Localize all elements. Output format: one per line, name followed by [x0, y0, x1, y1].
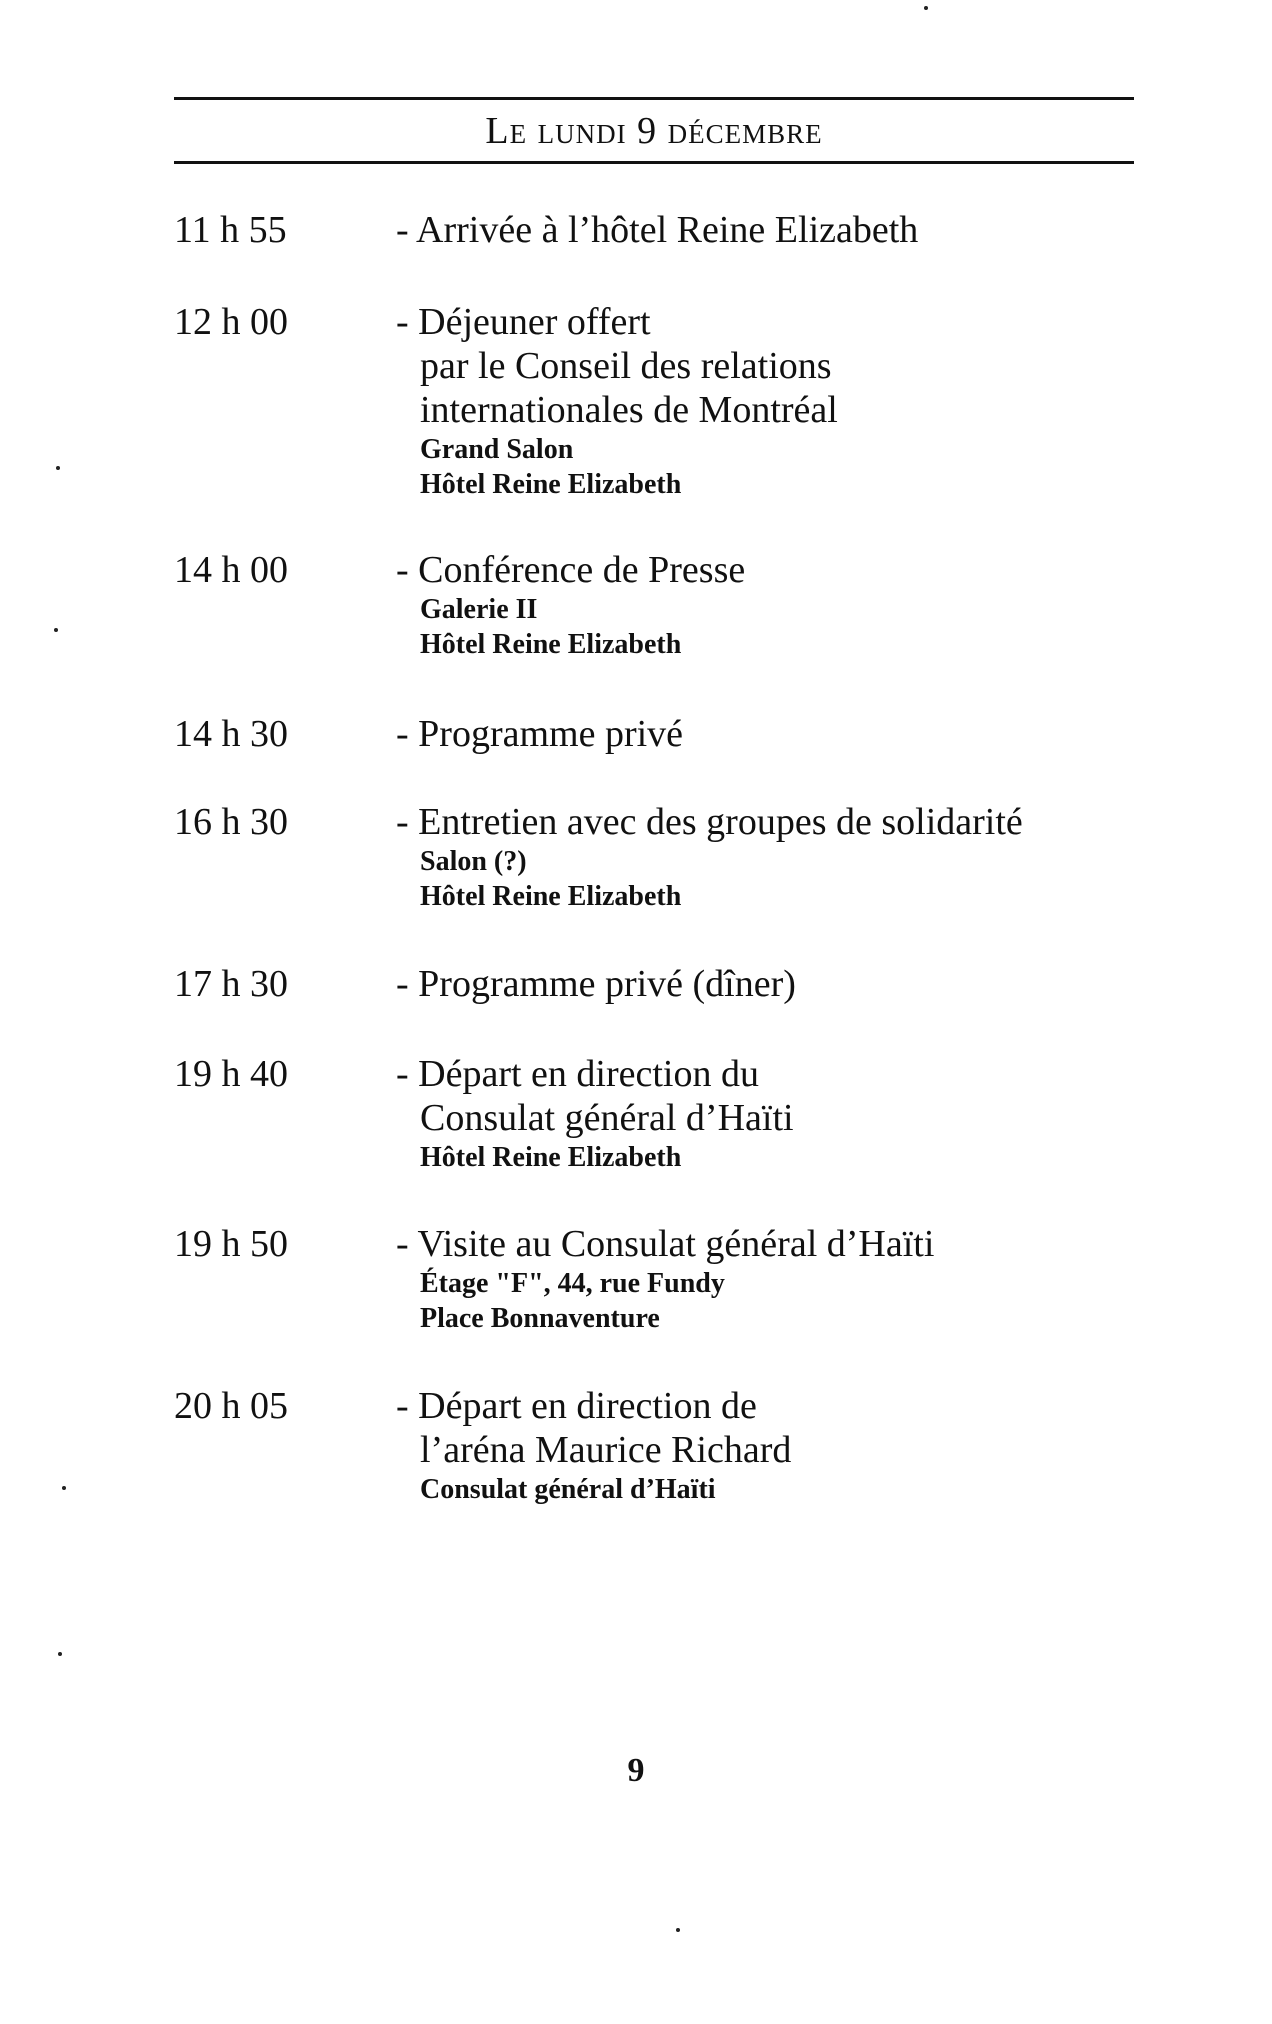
- entry-line: - Départ en direction de: [396, 1385, 757, 1427]
- entry-location: Hôtel Reine Elizabeth: [420, 881, 682, 912]
- entry-location: Place Bonnaventure: [420, 1303, 660, 1334]
- entry-time: 12 h 00: [174, 301, 288, 343]
- page-heading: Le lundi 9 décembre: [485, 110, 823, 152]
- scan-speck: [56, 466, 60, 470]
- entry-time: 19 h 50: [174, 1223, 288, 1265]
- entry-location: Salon (?): [420, 846, 527, 877]
- scan-speck: [924, 6, 928, 10]
- entry-time: 16 h 30: [174, 801, 288, 843]
- entry-time: 19 h 40: [174, 1053, 288, 1095]
- entry-line: - Entretien avec des groupes de solidarité: [396, 801, 1023, 843]
- entry-line: internationales de Montréal: [420, 389, 838, 431]
- entry-description: [396, 300, 1136, 502]
- entry-time: 17 h 30: [174, 963, 288, 1005]
- entry-description: [396, 962, 1136, 1006]
- heading-rule: [174, 161, 1134, 164]
- entry-location: Galerie II: [420, 594, 538, 625]
- entry-location: Grand Salon: [420, 434, 574, 465]
- entry-line: l’aréna Maurice Richard: [420, 1429, 792, 1471]
- entry-line: Consulat général d’Haïti: [420, 1097, 794, 1139]
- entry-line: - Conférence de Presse: [396, 549, 746, 591]
- entry-location: Hôtel Reine Elizabeth: [420, 1142, 682, 1173]
- page-number: 9: [627, 1752, 645, 1789]
- entry-time: 14 h 30: [174, 713, 288, 755]
- entry-description: [396, 1384, 1136, 1507]
- scan-speck: [62, 1486, 66, 1490]
- entry-description: [396, 712, 1136, 756]
- entry-line: - Départ en direction du: [396, 1053, 759, 1095]
- entry-time: 20 h 05: [174, 1385, 288, 1427]
- scan-speck: [58, 1652, 62, 1656]
- entry-line: - Programme privé: [396, 713, 684, 755]
- entry-time: 14 h 00: [174, 549, 288, 591]
- entry-description: [396, 1222, 1136, 1336]
- entry-line: - Déjeuner offert: [396, 301, 651, 343]
- entry-location: Hôtel Reine Elizabeth: [420, 469, 682, 500]
- entry-description: [396, 800, 1136, 914]
- entry-line: par le Conseil des relations: [420, 345, 832, 387]
- entry-line: - Visite au Consulat général d’Haïti: [396, 1223, 935, 1265]
- entry-location: Hôtel Reine Elizabeth: [420, 629, 682, 660]
- entry-location: Étage "F", 44, rue Fundy: [420, 1268, 725, 1299]
- entry-description: [396, 548, 1136, 662]
- entry-line: - Arrivée à l’hôtel Reine Elizabeth: [396, 209, 919, 251]
- entry-description: [396, 1052, 1136, 1175]
- entry-description: [396, 208, 1136, 252]
- scan-speck: [676, 1928, 680, 1932]
- scan-speck: [54, 628, 58, 632]
- entry-time: 11 h 55: [174, 209, 287, 251]
- top-rule: [174, 97, 1134, 100]
- entry-location: Consulat général d’Haïti: [420, 1474, 716, 1505]
- entry-line: - Programme privé (dîner): [396, 963, 796, 1005]
